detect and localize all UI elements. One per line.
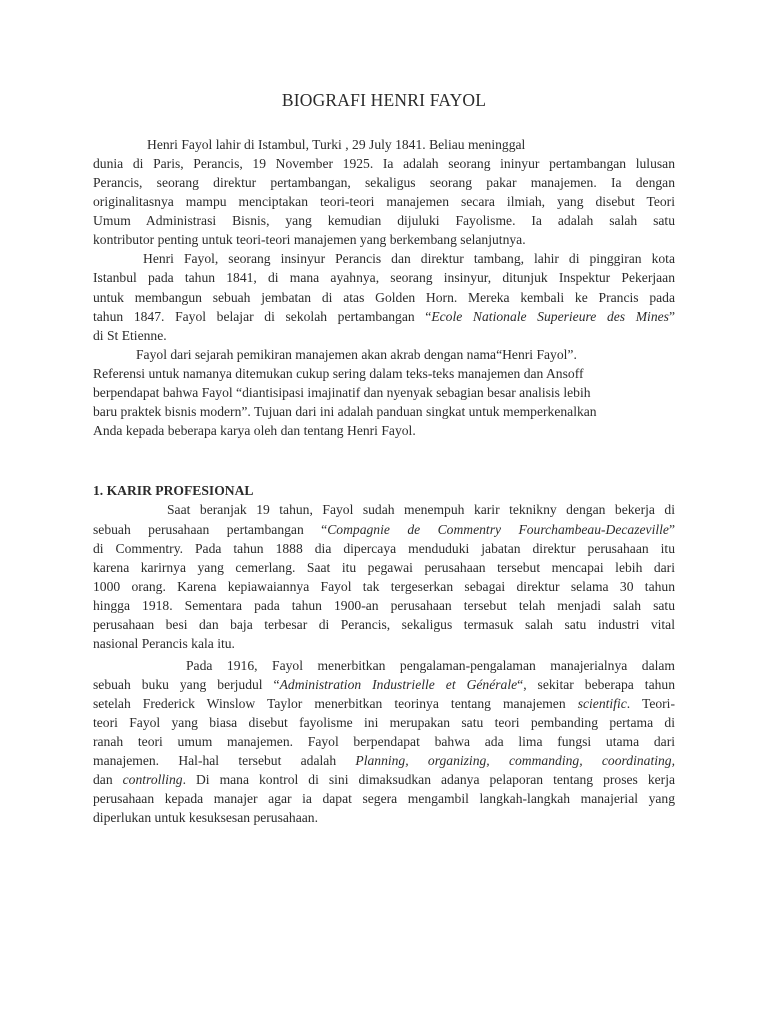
text-run: sebuah perusahaan pertambangan “ bbox=[93, 522, 328, 537]
text-run: ranah teori umum manajemen. Fayol berpendapat bahwa ada lima fungsi utama dari bbox=[93, 734, 675, 749]
text-line bbox=[93, 230, 675, 249]
text-line bbox=[93, 268, 675, 287]
text-line bbox=[93, 288, 675, 307]
italic-text-run: scientific bbox=[577, 696, 627, 711]
text-run: Saat beranjak 19 tahun, Fayol sudah menempuh karir teknikny dengan bekerja di bbox=[167, 502, 675, 517]
text-run: hingga 1918. Sementara pada tahun 1900-an perusahaan tersebut telah menjadi salah satu bbox=[93, 598, 675, 613]
italic-text-run: controlling bbox=[122, 772, 183, 787]
section-heading: 1. KARIR PROFESIONAL bbox=[93, 483, 254, 498]
text-run: Fayol dari sejarah pemikiran manajemen akan akrab dengan nama“Henri Fayol”. bbox=[136, 347, 577, 362]
text-line bbox=[93, 751, 675, 770]
text-run: diperlukan untuk kesuksesan perusahaan. bbox=[93, 810, 318, 825]
text-run: teori Fayol yang biasa disebut fayolisme ini merupakan satu teori pembanding pertama di bbox=[93, 715, 675, 730]
text-line bbox=[93, 421, 675, 440]
text-run: ” bbox=[668, 522, 675, 537]
text-run: Henri Fayol lahir di Istambul, Turki , 29 July 1841. Beliau meninggal bbox=[147, 137, 526, 152]
text-run: dan bbox=[93, 772, 123, 787]
text-line bbox=[93, 634, 675, 653]
text-line bbox=[93, 520, 675, 539]
text-line bbox=[93, 326, 675, 345]
text-run: baru praktek bisnis modern”. Tujuan dari ini adalah panduan singkat untuk memperkenalkan bbox=[93, 404, 597, 419]
text-line bbox=[93, 192, 675, 211]
text-line bbox=[93, 808, 675, 827]
text-run: tahun 1847. Fayol belajar di sekolah pertambangan “ bbox=[93, 309, 432, 324]
text-line bbox=[93, 211, 675, 230]
text-run: . Teori- bbox=[626, 696, 675, 711]
text-run: dunia di Paris, Perancis, 19 November 1925. Ia adalah seorang ininyur pertambangan lulusan bbox=[93, 156, 675, 171]
text-run: karena karirnya yang cemerlang. Saat itu pegawai perusahaan tersebut mencapai lebih dari bbox=[93, 560, 675, 575]
text-run: setelah Frederick Winslow Taylor menerbitkan teorinya tentang manajemen bbox=[93, 696, 578, 711]
text-run: Henri Fayol, seorang insinyur Perancis dan direktur tambang, lahir di pinggiran kota bbox=[143, 251, 675, 266]
text-run: Umum Administrasi Bisnis, yang kemudian dijuluki Fayolisme. Ia adalah salah satu bbox=[93, 213, 675, 228]
text-run: Perancis, seorang direktur pertambangan, sekaligus seorang pakar manajemen. Ia dengan bbox=[93, 175, 675, 190]
text-line bbox=[143, 249, 675, 268]
text-run: perusahaan besi dan baja terbesar di Perancis, sekaligus termasuk salah satu industri vital bbox=[93, 617, 675, 632]
text-run: sebuah buku yang berjudul “ bbox=[93, 677, 280, 692]
text-run: di Commentry. Pada tahun 1888 dia dipercaya menduduki jabatan direktur perusahaan itu bbox=[93, 541, 675, 556]
text-line bbox=[93, 539, 675, 558]
text-line bbox=[93, 402, 675, 421]
text-run: Pada 1916, Fayol menerbitkan pengalaman-pengalaman manajerialnya dalam bbox=[186, 658, 675, 673]
text-line bbox=[93, 770, 675, 789]
text-run: perusahaan kepada manajer agar ia dapat segera mengambil langkah-langkah manajerial yang bbox=[93, 791, 675, 806]
text-line bbox=[93, 383, 675, 402]
text-line bbox=[93, 713, 675, 732]
text-line bbox=[93, 577, 675, 596]
text-line bbox=[147, 135, 587, 154]
italic-text-run: Administration Industrielle et Générale bbox=[279, 677, 518, 692]
text-line bbox=[93, 596, 675, 615]
text-run: untuk membangun sebuah jembatan di atas Golden Horn. Mereka kembali ke Prancis pada bbox=[93, 290, 675, 305]
text-line bbox=[93, 675, 675, 694]
text-run: kontributor penting untuk teori-teori manajemen yang berkembang selanjutnya. bbox=[93, 232, 526, 247]
italic-text-run: Ecole Nationale Superieure des Mines bbox=[431, 309, 669, 324]
text-run: manajemen. Hal-hal tersebut adalah bbox=[93, 753, 356, 768]
text-line bbox=[93, 615, 675, 634]
text-line bbox=[93, 789, 675, 808]
text-run: . Di mana kontrol di sini dimaksudkan adanya pelaporan tentang proses kerja bbox=[182, 772, 676, 787]
text-run: Referensi untuk namanya ditemukan cukup sering dalam teks-teks manajemen dan Ansoff bbox=[93, 366, 584, 381]
text-line bbox=[93, 154, 675, 173]
italic-text-run: Planning, organizing, commanding, coordinating, bbox=[355, 753, 675, 768]
text-run: originalitasnya mampu menciptakan teori-teori manajemen secara ilmiah, yang disebut Teori bbox=[93, 194, 675, 209]
text-run: berpendapat bahwa Fayol “diantisipasi imajinatif dan nyenyak sebagian besar analisis lebih bbox=[93, 385, 591, 400]
text-line bbox=[93, 694, 675, 713]
page-title: BIOGRAFI HENRI FAYOL bbox=[281, 90, 487, 110]
text-line bbox=[136, 345, 675, 364]
text-run: Anda kepada beberapa karya oleh dan tentang Henri Fayol. bbox=[93, 423, 416, 438]
text-run: ” bbox=[668, 309, 675, 324]
text-run: di St Etienne. bbox=[93, 328, 167, 343]
text-run: Istanbul pada tahun 1841, di mana ayahnya, seorang insinyur, ditunjuk Inspektur Pekerjaan bbox=[93, 270, 675, 285]
text-run: “, sekitar beberapa tahun bbox=[517, 677, 675, 692]
text-line bbox=[93, 732, 675, 751]
text-line bbox=[167, 500, 675, 519]
text-run: 1000 orang. Karena kepiawaiannya Fayol tak tergeserkan sebagai direktur selama 30 tahun bbox=[93, 579, 675, 594]
text-line bbox=[186, 656, 675, 675]
text-line bbox=[93, 558, 675, 577]
text-line bbox=[93, 364, 675, 383]
text-line bbox=[93, 307, 675, 326]
text-line bbox=[93, 173, 675, 192]
text-run: nasional Perancis kala itu. bbox=[93, 636, 235, 651]
italic-text-run: Compagnie de Commentry Fourchambeau-Decazeville bbox=[327, 522, 669, 537]
